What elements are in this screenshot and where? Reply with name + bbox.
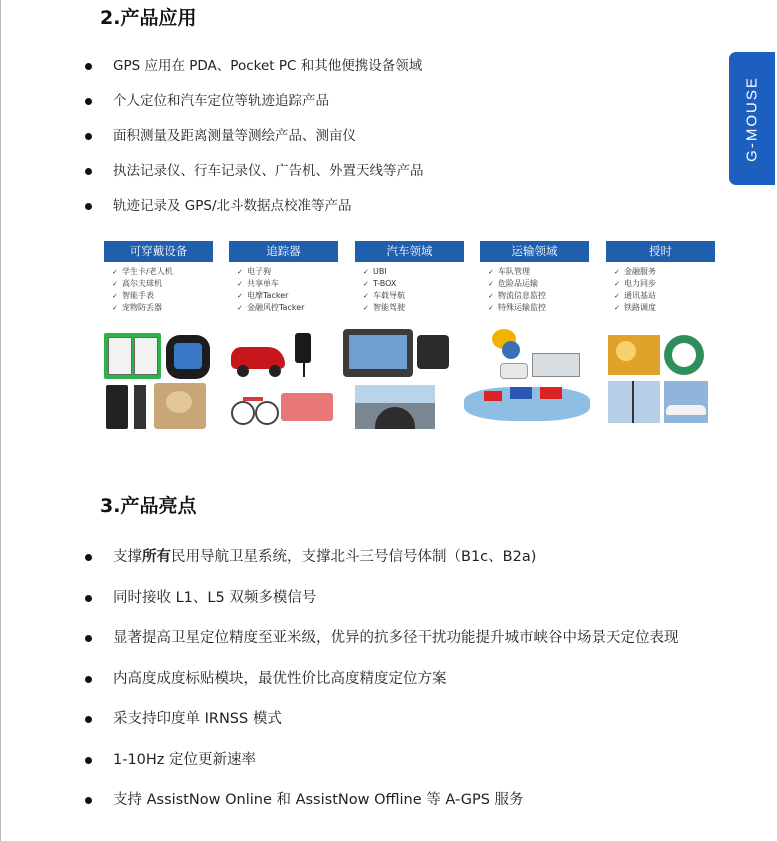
list-item: ✓ 宠物防丢器	[112, 303, 162, 312]
check-icon: ✓	[488, 304, 494, 312]
check-icon: ✓	[363, 304, 369, 312]
list-item: ✓ 电力同步	[614, 279, 656, 288]
check-icon: ✓	[614, 292, 620, 300]
check-icon: ✓	[237, 280, 243, 288]
category-automotive	[355, 241, 464, 431]
list-item: 轨迹记录及 GPS/北斗数据点校准等产品	[85, 198, 424, 233]
list-item: ✓ 电子狗	[237, 267, 271, 276]
side-tab-label: G-MOUSE	[743, 75, 761, 162]
list-item: ✓ 金融服务	[614, 267, 656, 276]
check-icon: ✓	[112, 268, 118, 276]
check-icon: ✓	[614, 280, 620, 288]
check-icon: ✓	[237, 304, 243, 312]
list-item: ✓ 智能驾驶	[363, 303, 405, 312]
list-item: ✓ 电摩Tacker	[237, 291, 289, 300]
check-icon: ✓	[237, 268, 243, 276]
section2-list	[85, 58, 424, 233]
check-icon: ✓	[488, 280, 494, 288]
list-item: ✓ 危险品运输	[488, 279, 538, 288]
check-icon: ✓	[363, 292, 369, 300]
section2-title: 2.产品应用	[100, 7, 197, 29]
check-icon: ✓	[614, 304, 620, 312]
check-icon: ✓	[112, 304, 118, 312]
check-icon: ✓	[363, 280, 369, 288]
category-title: 授时	[606, 241, 715, 262]
wearables-image	[104, 327, 213, 431]
list-item: ✓ 共享单车	[237, 279, 279, 288]
list-item: 1-10Hz 定位更新速率	[85, 751, 679, 792]
trackers-image	[229, 327, 338, 431]
list-item: 支撑所有民用导航卫星系统，支撑北斗三号信号体制（B1c、B2a)	[85, 548, 679, 589]
check-icon: ✓	[488, 292, 494, 300]
check-icon: ✓	[112, 280, 118, 288]
category-title: 追踪器	[229, 241, 338, 262]
side-tab	[729, 52, 775, 185]
list-item: 执法记录仪、行车记录仪、广告机、外置天线等产品	[85, 163, 424, 198]
list-item: ✓ 学生卡/老人机	[112, 267, 173, 276]
category-list	[488, 266, 589, 314]
list-item: ✓ T-BOX	[363, 279, 397, 288]
list-item: ✓ 金融风控Tacker	[237, 303, 305, 312]
list-item: ✓ 智能手表	[112, 291, 154, 300]
list-item: ✓ UBI	[363, 267, 387, 276]
check-icon: ✓	[237, 292, 243, 300]
page-edge	[0, 0, 1, 841]
category-wearables	[104, 241, 213, 431]
section3-list	[85, 548, 679, 832]
list-item: 面积测量及距离测量等测绘产品、测亩仪	[85, 128, 424, 163]
section3-title: 3.产品亮点	[100, 495, 197, 517]
category-title: 运输领域	[480, 241, 589, 262]
category-list	[363, 266, 464, 314]
category-list	[614, 266, 715, 314]
list-item: 内高度成度标贴模块，最优性价比高度精度定位方案	[85, 670, 679, 711]
emphasis-text: 所有	[142, 549, 171, 565]
list-item: ✓ 物流信息监控	[488, 291, 546, 300]
check-icon: ✓	[614, 268, 620, 276]
list-item: ✓ 车载导航	[363, 291, 405, 300]
category-list	[237, 266, 338, 314]
category-transport	[480, 241, 589, 431]
list-item: 采支持印度单 IRNSS 模式	[85, 710, 679, 751]
category-list	[112, 266, 213, 314]
check-icon: ✓	[363, 268, 369, 276]
list-item: ✓ 通讯基站	[614, 291, 656, 300]
list-item: 同时接收 L1、L5 双频多模信号	[85, 589, 679, 630]
list-item: 个人定位和汽车定位等轨迹追踪产品	[85, 93, 424, 128]
list-item: ✓ 特殊运输监控	[488, 303, 546, 312]
automotive-image	[355, 327, 464, 431]
transport-image	[480, 327, 589, 431]
timing-image	[606, 327, 715, 431]
list-item: 支持 AssistNow Online 和 AssistNow Offline 等 A-GPS 服务	[85, 791, 679, 832]
category-title: 可穿戴设备	[104, 241, 213, 262]
list-item: GPS 应用在 PDA、Pocket PC 和其他便携设备领域	[85, 58, 424, 93]
list-item: ✓ 铁路调度	[614, 303, 656, 312]
category-trackers	[229, 241, 338, 431]
category-timing	[606, 241, 715, 431]
list-item: ✓ 高尔夫球机	[112, 279, 162, 288]
check-icon: ✓	[112, 292, 118, 300]
list-item: ✓ 车队管理	[488, 267, 530, 276]
check-icon: ✓	[488, 268, 494, 276]
list-item: 显著提高卫星定位精度至亚米级，优异的抗多径干扰功能提升城市峡谷中场景天定位表现	[85, 629, 679, 670]
category-title: 汽车领域	[355, 241, 464, 262]
